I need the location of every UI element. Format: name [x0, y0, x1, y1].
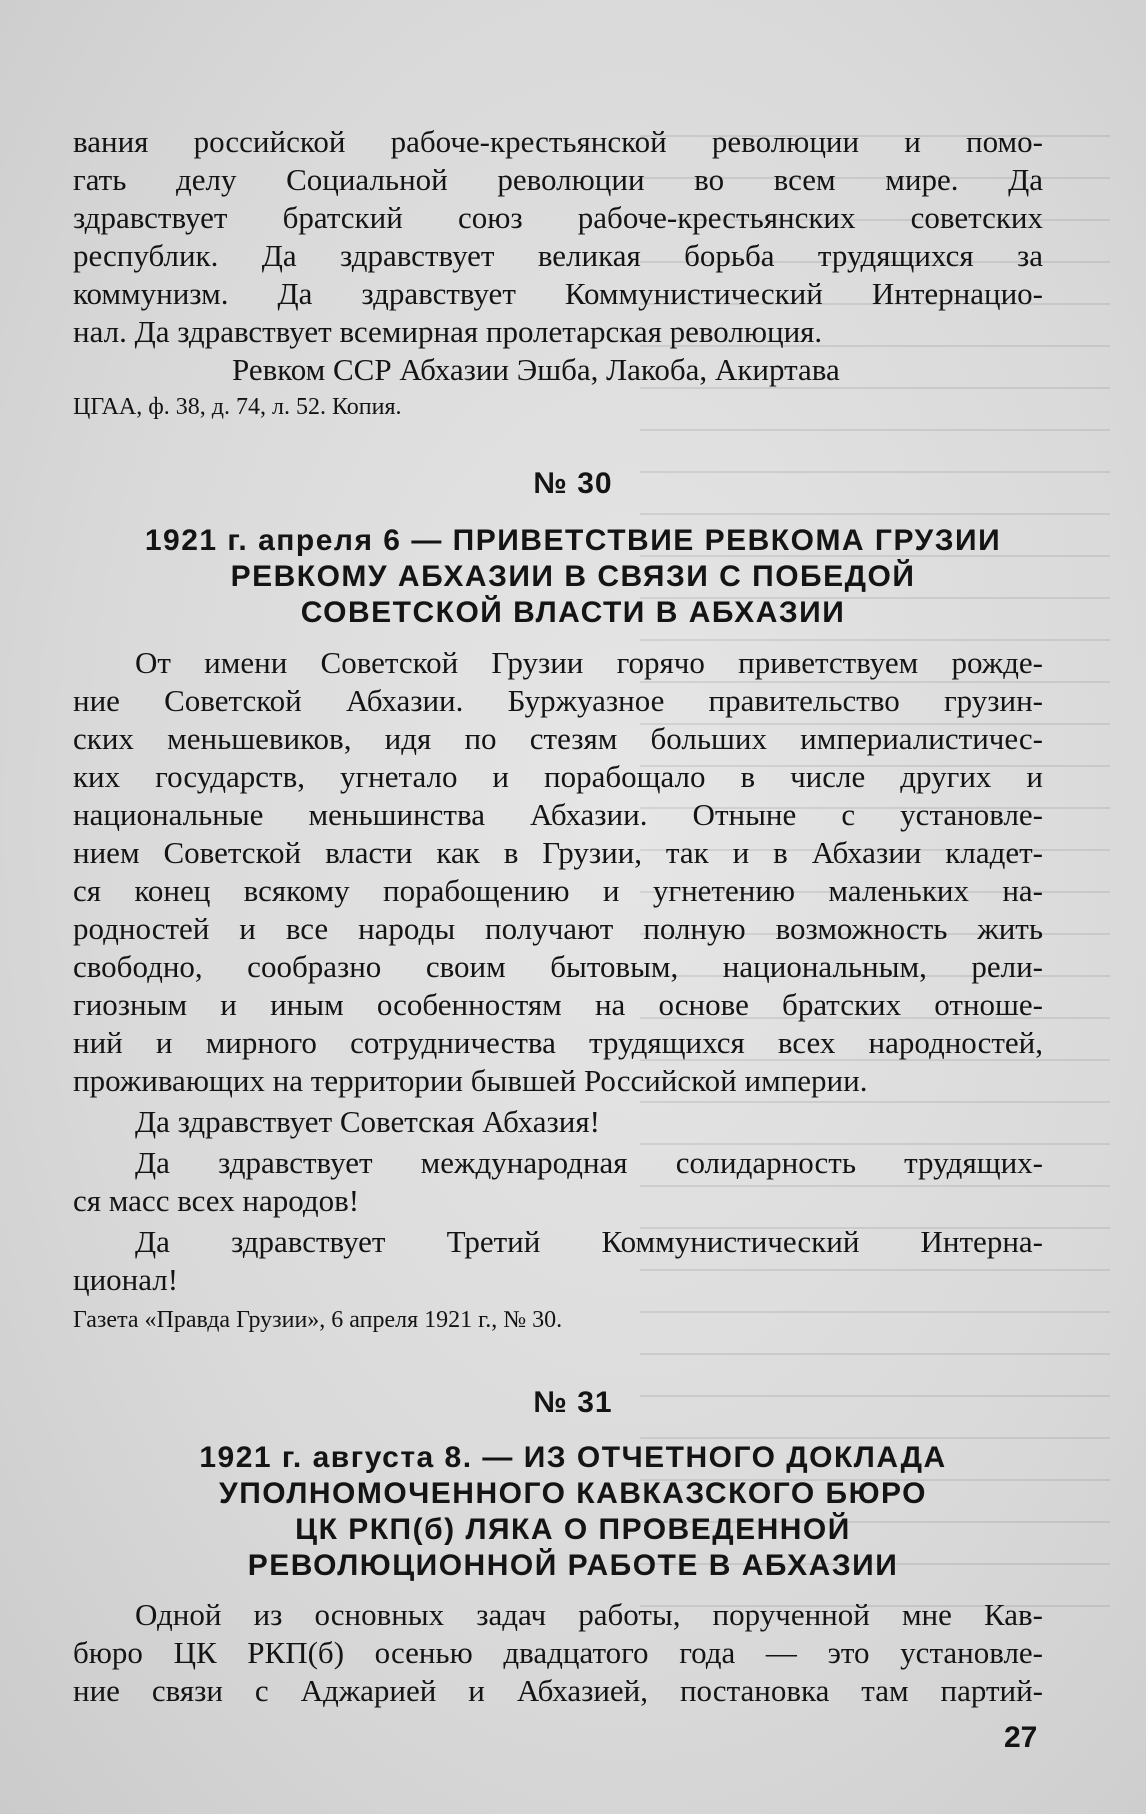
- document-heading-line: РЕВОЛЮЦИОННОЙ РАБОТЕ В АБХАЗИИ: [247, 1549, 899, 1582]
- document-heading-line: СОВЕТСКОЙ ВЛАСТИ В АБХАЗИИ: [300, 596, 846, 629]
- body-line: свободно, сообразно своим бытовым, национальным, рели-: [73, 949, 1043, 984]
- document-heading-line: РЕВКОМУ АБХАЗИИ В СВЯЗИ С ПОБЕДОЙ: [230, 560, 916, 593]
- body-line: нием Советской власти как в Грузии, так и в Абхазии кладет-: [73, 835, 1043, 870]
- body-line: ких государств, угнетало и порабощало в числе других и: [73, 759, 1043, 794]
- body-line: ских меньшевиков, идя по стезям больших империалистичес-: [73, 721, 1043, 756]
- body-line: Одной из основных задач работы, порученной мне Кав-: [135, 1597, 1043, 1632]
- document-number: № 30: [533, 467, 613, 500]
- page-number: 27: [1004, 1721, 1038, 1754]
- document-heading-line: 1921 г. августа 8. — ИЗ ОТЧЕТНОГО ДОКЛАДА: [199, 1441, 947, 1474]
- document-heading-line: ЦК РКП(б) ЛЯКА О ПРОВЕДЕННОЙ: [295, 1513, 851, 1546]
- intro-source-citation: ЦГАА, ф. 38, д. 74, л. 52. Копия.: [73, 394, 402, 420]
- closing-line: ся масс всех народов!: [73, 1183, 360, 1218]
- closing-line: Да здравствует Третий Коммунистический Интерна-: [135, 1224, 1043, 1259]
- body-line: ние связи с Аджарией и Абхазией, постановка там партий-: [73, 1673, 1043, 1708]
- intro-line: коммунизм. Да здравствует Коммунистический Интернацио-: [73, 276, 1043, 311]
- body-line: проживающих на территории бывшей Российской империи.: [73, 1063, 868, 1098]
- document-heading-line: 1921 г. апреля 6 — ПРИВЕТСТВИЕ РЕВКОМА ГРУЗИИ: [144, 524, 1002, 557]
- closing-line: Да здравствует Советская Абхазия!: [135, 1104, 600, 1139]
- intro-line: вания российской рабоче-крестьянской революции и помо-: [73, 124, 1043, 159]
- intro-line: нал. Да здравствует всемирная пролетарская революция.: [73, 314, 823, 349]
- document-number: № 31: [533, 1386, 613, 1419]
- closing-line: Да здравствует международная солидарность трудящих-: [135, 1145, 1043, 1180]
- body-line: От имени Советской Грузии горячо приветствуем рожде-: [135, 645, 1043, 680]
- document-heading-line: УПОЛНОМОЧЕННОГО КАВКАЗСКОГО БЮРО: [219, 1477, 927, 1510]
- intro-line: республик. Да здравствует великая борьба трудящихся за: [73, 238, 1043, 273]
- body-line: бюро ЦК РКП(б) осенью двадцатого года — это установле-: [73, 1635, 1043, 1670]
- body-line: родностей и все народы получают полную возможность жить: [73, 911, 1043, 946]
- body-line: ний и мирного сотрудничества трудящихся всех народностей,: [73, 1025, 1043, 1060]
- source-citation: Газета «Правда Грузии», 6 апреля 1921 г., № 30.: [73, 1307, 563, 1333]
- intro-line: гать делу Социальной революции во всем мире. Да: [73, 162, 1043, 197]
- body-line: национальные меньшинства Абхазии. Отныне с установле-: [73, 797, 1043, 832]
- body-line: ся конец всякому порабощению и угнетению маленьких на-: [73, 873, 1043, 908]
- body-line: ние Советской Абхазии. Буржуазное правительство грузин-: [73, 683, 1043, 718]
- closing-line: ционал!: [73, 1262, 179, 1297]
- body-line: гиозным и иным особенностям на основе братских отноше-: [73, 987, 1043, 1022]
- intro-line: здравствует братский союз рабоче-крестьянских советских: [73, 200, 1043, 235]
- intro-signature: Ревком ССР Абхазии Эшба, Лакоба, Акиртава: [232, 352, 840, 387]
